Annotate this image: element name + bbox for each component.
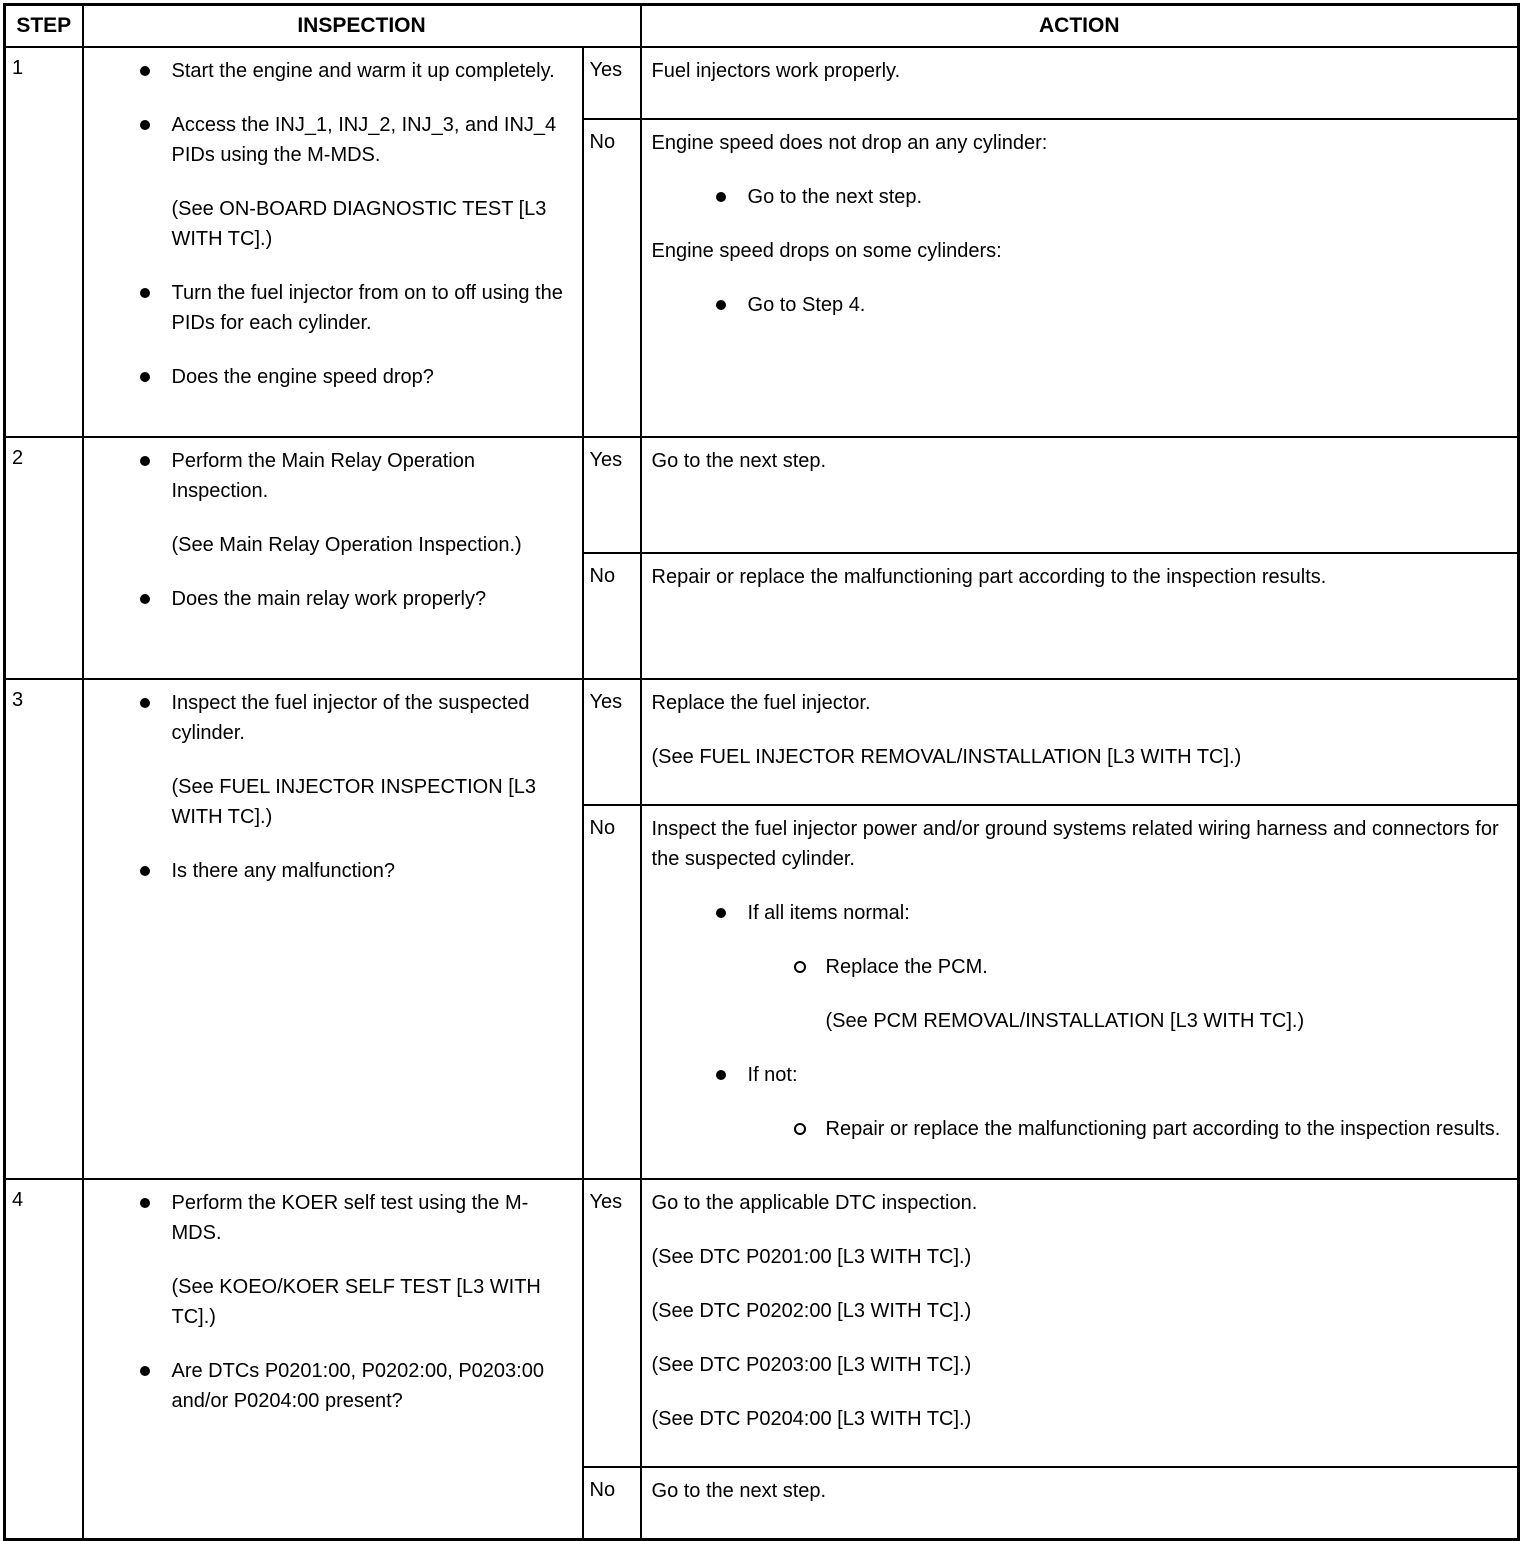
inspection-text: Are DTCs P0201:00, P0202:00, P0203:00 and/or P0204:00 present? xyxy=(171,1360,544,1412)
see-reference: (See DTC P0203:00 [L3 WITH TC].) xyxy=(651,1354,972,1376)
action-text: Engine speed does not drop an any cylinder: xyxy=(651,132,1048,154)
step4-yes-label: Yes xyxy=(583,1179,641,1467)
step3-inspection-cell xyxy=(83,679,583,1179)
see-reference: (See ON-BOARD DIAGNOSTIC TEST [L3 WITH TC].) xyxy=(171,198,547,250)
step3-yes-label: Yes xyxy=(583,679,641,805)
bullet-icon xyxy=(140,56,172,86)
step4-number: 4 xyxy=(5,1179,83,1540)
action-text: Go to the applicable DTC inspection. xyxy=(651,1192,978,1214)
inspection-text: Turn the fuel injector from on to off using the PIDs for each cylinder. xyxy=(171,282,563,334)
list-item xyxy=(794,1114,1508,1144)
action-text: Engine speed drops on some cylinders: xyxy=(651,240,1002,262)
bullet-icon xyxy=(716,1060,748,1090)
table-row-step1-yes xyxy=(5,47,1519,119)
step2-action-no-cell xyxy=(641,553,1519,679)
list-item xyxy=(140,362,574,392)
table-row-step4-yes xyxy=(5,1179,1519,1467)
list-item xyxy=(716,898,1508,928)
see-reference: (See KOEO/KOER SELF TEST [L3 WITH TC].) xyxy=(171,1276,541,1328)
circle-bullet-icon xyxy=(794,952,826,982)
list-item xyxy=(140,856,574,886)
inspection-text: Perform the Main Relay Operation Inspection. xyxy=(171,450,475,502)
action-text: Replace the PCM. xyxy=(825,956,988,978)
inspection-text: Inspect the fuel injector of the suspected cylinder. xyxy=(171,692,530,744)
step1-no-label: No xyxy=(583,119,641,437)
list-item xyxy=(140,278,574,338)
action-text: Repair or replace the malfunctioning part according to the inspection results. xyxy=(825,1118,1501,1140)
step4-no-label: No xyxy=(583,1467,641,1540)
inspection-text: Perform the KOER self test using the M-MDS. xyxy=(171,1192,529,1244)
list-item xyxy=(794,952,1508,982)
header-row xyxy=(5,5,1519,48)
step1-number: 1 xyxy=(5,47,83,437)
step1-yes-label: Yes xyxy=(583,47,641,119)
inspection-text: Does the engine speed drop? xyxy=(171,366,434,388)
troubleshooting-table xyxy=(3,3,1520,1541)
list-item xyxy=(716,290,1508,320)
action-text: Go to Step 4. xyxy=(747,294,866,316)
circle-bullet-icon xyxy=(794,1114,826,1144)
step2-number: 2 xyxy=(5,437,83,679)
see-reference: (See FUEL INJECTOR INSPECTION [L3 WITH TC].) xyxy=(171,776,537,828)
list-item xyxy=(140,688,574,748)
step4-inspection-cell xyxy=(83,1179,583,1540)
bullet-icon xyxy=(140,1188,172,1248)
step2-inspection-cell xyxy=(83,437,583,679)
bullet-icon xyxy=(716,182,748,212)
bullet-icon xyxy=(716,290,748,320)
header-step: STEP xyxy=(5,5,83,48)
action-text: Replace the fuel injector. xyxy=(651,692,871,714)
action-text: Inspect the fuel injector power and/or ground systems related wiring harness and connectors for the suspected cylinder. xyxy=(651,818,1499,870)
step1-action-yes-cell xyxy=(641,47,1519,119)
see-reference: (See DTC P0204:00 [L3 WITH TC].) xyxy=(651,1408,972,1430)
see-reference: (See Main Relay Operation Inspection.) xyxy=(171,534,522,556)
list-item xyxy=(140,56,574,86)
bullet-icon xyxy=(140,688,172,748)
bullet-icon xyxy=(140,278,172,338)
header-action: ACTION xyxy=(641,5,1519,48)
list-item xyxy=(716,182,1508,212)
list-item xyxy=(140,1188,574,1248)
step3-number: 3 xyxy=(5,679,83,1179)
action-text: Fuel injectors work properly. xyxy=(651,60,901,82)
step3-action-yes-cell xyxy=(641,679,1519,805)
list-item xyxy=(140,446,574,506)
table-row-step3-yes xyxy=(5,679,1519,805)
action-text: If not: xyxy=(747,1064,798,1086)
see-reference: (See FUEL INJECTOR REMOVAL/INSTALLATION [L3 WITH TC].) xyxy=(651,746,1242,768)
bullet-icon xyxy=(140,856,172,886)
see-reference: (See PCM REMOVAL/INSTALLATION [L3 WITH TC].) xyxy=(825,1010,1305,1032)
action-text: Go to the next step. xyxy=(651,450,827,472)
step1-inspection-cell xyxy=(83,47,583,437)
step3-action-no-cell xyxy=(641,805,1519,1179)
step2-no-label: No xyxy=(583,553,641,679)
inspection-text: Start the engine and warm it up completely. xyxy=(171,60,555,82)
step2-yes-label: Yes xyxy=(583,437,641,553)
action-text: Repair or replace the malfunctioning part according to the inspection results. xyxy=(651,566,1327,588)
table-row-step2-yes xyxy=(5,437,1519,553)
inspection-text: Is there any malfunction? xyxy=(171,860,395,882)
see-reference: (See DTC P0201:00 [L3 WITH TC].) xyxy=(651,1246,972,1268)
step1-action-no-cell xyxy=(641,119,1519,437)
step4-action-no-cell xyxy=(641,1467,1519,1540)
bullet-icon xyxy=(140,362,172,392)
bullet-icon xyxy=(140,446,172,506)
bullet-icon xyxy=(716,898,748,928)
step2-action-yes-cell xyxy=(641,437,1519,553)
bullet-icon xyxy=(140,584,172,614)
list-item xyxy=(716,1060,1508,1090)
header-inspection: INSPECTION xyxy=(83,5,641,48)
list-item xyxy=(140,1356,574,1416)
step3-no-label: No xyxy=(583,805,641,1179)
inspection-text: Access the INJ_1, INJ_2, INJ_3, and INJ_4 PIDs using the M-MDS. xyxy=(171,114,557,166)
action-text: Go to the next step. xyxy=(747,186,923,208)
action-text: Go to the next step. xyxy=(651,1480,827,1502)
list-item xyxy=(140,584,574,614)
inspection-text: Does the main relay work properly? xyxy=(171,588,487,610)
see-reference: (See DTC P0202:00 [L3 WITH TC].) xyxy=(651,1300,972,1322)
action-text: If all items normal: xyxy=(747,902,910,924)
bullet-icon xyxy=(140,1356,172,1416)
list-item xyxy=(140,110,574,170)
step4-action-yes-cell xyxy=(641,1179,1519,1467)
bullet-icon xyxy=(140,110,172,170)
